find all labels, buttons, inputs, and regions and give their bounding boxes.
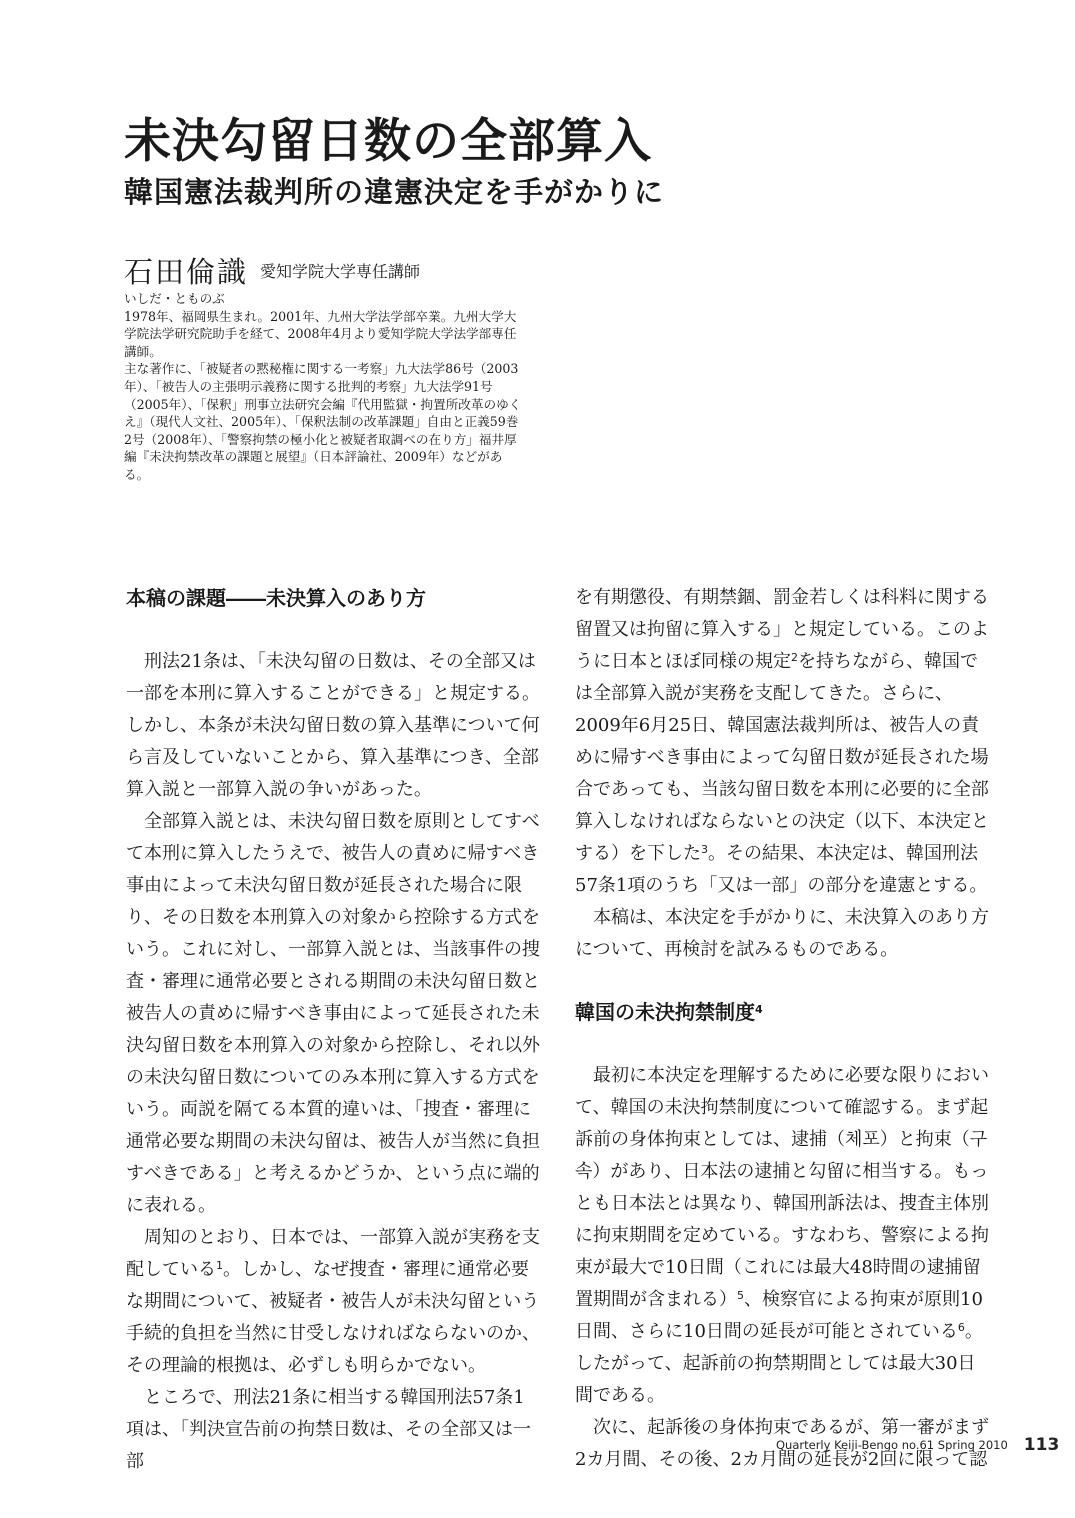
body-column-right xyxy=(575,582,989,1476)
footnote-ref: 2 xyxy=(791,651,798,664)
paragraph: 最初に本決定を理解するために必要な限りにおいて、韓国の未決拘禁制度について確認する。まず起訴前の身体拘束としては、逮捕（체포）と拘束（구속）があり、日本法の逮捕と勾留に相当する。もっとも日本法とは異なり、韓国刑訴法は、捜査主体別に拘束期間を定めている。すなわち、警察による拘束が最大で10日間（これには最大48時間の逮捕留置期間が含まれる）$^5$、検察官による拘束が原則10日間、さらに10日間の延長が可能とされている$^6$。したがって、起訴前の拘禁期間としては最大30日間である。 xyxy=(575,1065,989,1406)
article-subtitle: 韓国憲法裁判所の違憲決定を手がかりに xyxy=(124,175,665,209)
paragraph: 刑法21条は、「未決勾留の日数は、その全部又は一部を本刑に算入することができる」と規定する。しかし、本条が未決勾留日数の算入基準について何ら言及していないことから、算入基準につき、全部算入説と一部算入説の争いがあった。 xyxy=(126,651,540,800)
page-number: 113 xyxy=(1023,1435,1060,1455)
author-affiliation: 愛知学院大学専任講師 xyxy=(260,262,421,281)
section-heading-1: 本稿の課題――未決算入のあり方 xyxy=(126,586,426,610)
author-reading: いしだ・とものぶ xyxy=(124,291,225,306)
paragraph: ところで、刑法21条に相当する韓国刑法57条1項は、「判決宣告前の拘禁日数は、その全部又は一部 xyxy=(126,1387,531,1472)
journal-name: Quarterly Keiji-Bengo no.61 Spring 2010 xyxy=(776,1438,1008,1452)
author-career: 1978年、福岡県生まれ。2001年、九州大学法学部卒業。九州大学大学院法学研究院助手を経て、2008年4月より愛知学院大学法学部専任講師。 xyxy=(124,308,517,359)
author-line xyxy=(124,250,420,291)
author-name: 石田倫識 xyxy=(124,255,249,289)
paragraph: 周知のとおり、日本では、一部算入説が実務を支配している$^1$。しかし、なぜ捜査・審理に通常必要な期間について、被疑者・被告人が未決勾留という手続的負担を当然に甘受しなければならないのか、その理論的根拠は、必ずしも明らかでない。 xyxy=(126,1227,540,1376)
footnote-ref: 4 xyxy=(755,1003,763,1016)
page-footer xyxy=(776,1435,1059,1455)
author-works: 主な著作に、「被疑者の黙秘権に関する一考察」九大法学86号（2003年）、「被告人の主張明示義務に関する批判的考察」九大法学91号（2005年）、「保釈」刑事立法研究会編『代用監獄・拘置所改革のゆくえ』（現代人文社、2005年）、「保釈法制の改革課題」自由と正義59巻2号（2008年）、「警察拘禁の極小化と被疑者取調べの在り方」福井厚編『未決拘禁改革の課題と展望』（日本評論社、2009年）などがある。 xyxy=(124,361,522,482)
footnote-ref: 3 xyxy=(701,843,708,856)
footnote-ref: 1 xyxy=(216,1259,223,1272)
footnote-ref: 5 xyxy=(737,1289,744,1302)
section-heading-2: 韓国の未決拘禁制度$^4$ xyxy=(575,1000,763,1024)
paragraph: 全部算入説とは、未決勾留日数を原則としてすべて本刑に算入したうえで、被告人の責めに帰すべき事由によって未決勾留日数が延長された場合に限り、その日数を本刑算入の対象から控除する方式をいう。これに対し、一部算入説とは、当該事件の捜査・審理に通常必要とされる期間の未決勾留日数と被告人の責めに帰すべき事由によって延長された未決勾留日数を本刑算入の対象から控除し、それ以外の未決勾留日数についてのみ本刑に算入する方式をいう。両説を隔てる本質的違いは、「捜査・審理に通常必要な期間の未決勾留は、被告人が当然に負担すべきである」と考えるかどうか、という点に端的に表れる。 xyxy=(126,811,540,1216)
article-title: 未決勾留日数の全部算入 xyxy=(124,114,652,169)
paragraph: 本稿は、本決定を手がかりに、未決算入のあり方について、再検討を試みるものである。 xyxy=(575,907,989,960)
footnote-ref: 6 xyxy=(957,1321,965,1334)
author-bio xyxy=(124,290,524,484)
paragraph: 次に、起訴後の身体拘束であるが、第一審がまず2カ月間、その後、2カ月間の延長が2回に限って認 xyxy=(575,1417,989,1470)
paragraph: を有期懲役、有期禁錮、罰金若しくは科料に関する留置又は拘留に算入する」と規定している。このように日本とほぼ同様の規定$^2$を持ちながら、韓国では全部算入説が実務を支配してきた。さらに、2009年6月25日、韓国憲法裁判所は、被告人の責めに帰すべき事由によって勾留日数が延長された場合であっても、当該勾留日数を本刑に必要的に全部算入しなければならないとの決定（以下、本決定とする）を下した$^3$。その結果、本決定は、韓国刑法57条1項のうち「又は一部」の部分を違憲とする。 xyxy=(575,587,989,896)
body-column-left xyxy=(126,582,540,1478)
